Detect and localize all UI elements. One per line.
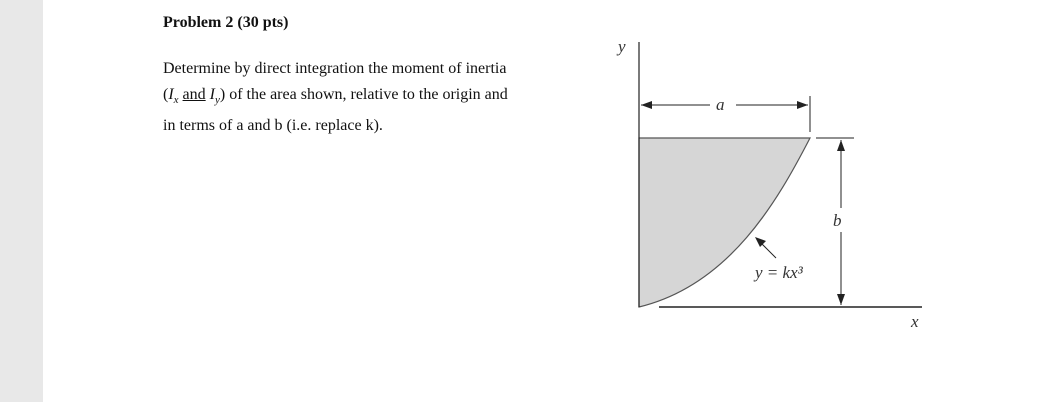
statement-line-1: Determine by direct integration the moment of inertia bbox=[163, 60, 507, 77]
curve-equation-label: y = kx³ bbox=[755, 263, 803, 282]
problem-statement bbox=[163, 56, 583, 139]
iy-symbol: $I_y$ bbox=[209, 86, 220, 107]
dim-b-arrow-bottom bbox=[837, 294, 845, 305]
dim-b-arrow-top bbox=[837, 140, 845, 151]
left-margin-strip bbox=[0, 0, 43, 402]
statement-line-3: in terms of a and b (i.e. replace k). bbox=[163, 117, 383, 135]
statement-line-2-rest: ) of the area shown, relative to the origin and bbox=[219, 86, 508, 103]
statement-line-2 bbox=[163, 82, 583, 113]
y-axis-label: y bbox=[618, 37, 626, 56]
problem-title: Problem 2 (30 pts) bbox=[163, 14, 289, 31]
curve-leader-arrow bbox=[755, 237, 766, 247]
paren-open: ( bbox=[163, 86, 169, 103]
area-figure bbox=[600, 30, 930, 340]
dim-b-label: b bbox=[833, 211, 842, 230]
dim-a-arrow-left bbox=[641, 101, 652, 109]
and-word: and bbox=[182, 86, 206, 103]
dim-a-arrow-right bbox=[797, 101, 808, 109]
dim-a-label: a bbox=[716, 95, 725, 114]
ix-symbol: $I_x$ bbox=[168, 86, 179, 107]
x-axis-label: x bbox=[911, 312, 919, 331]
